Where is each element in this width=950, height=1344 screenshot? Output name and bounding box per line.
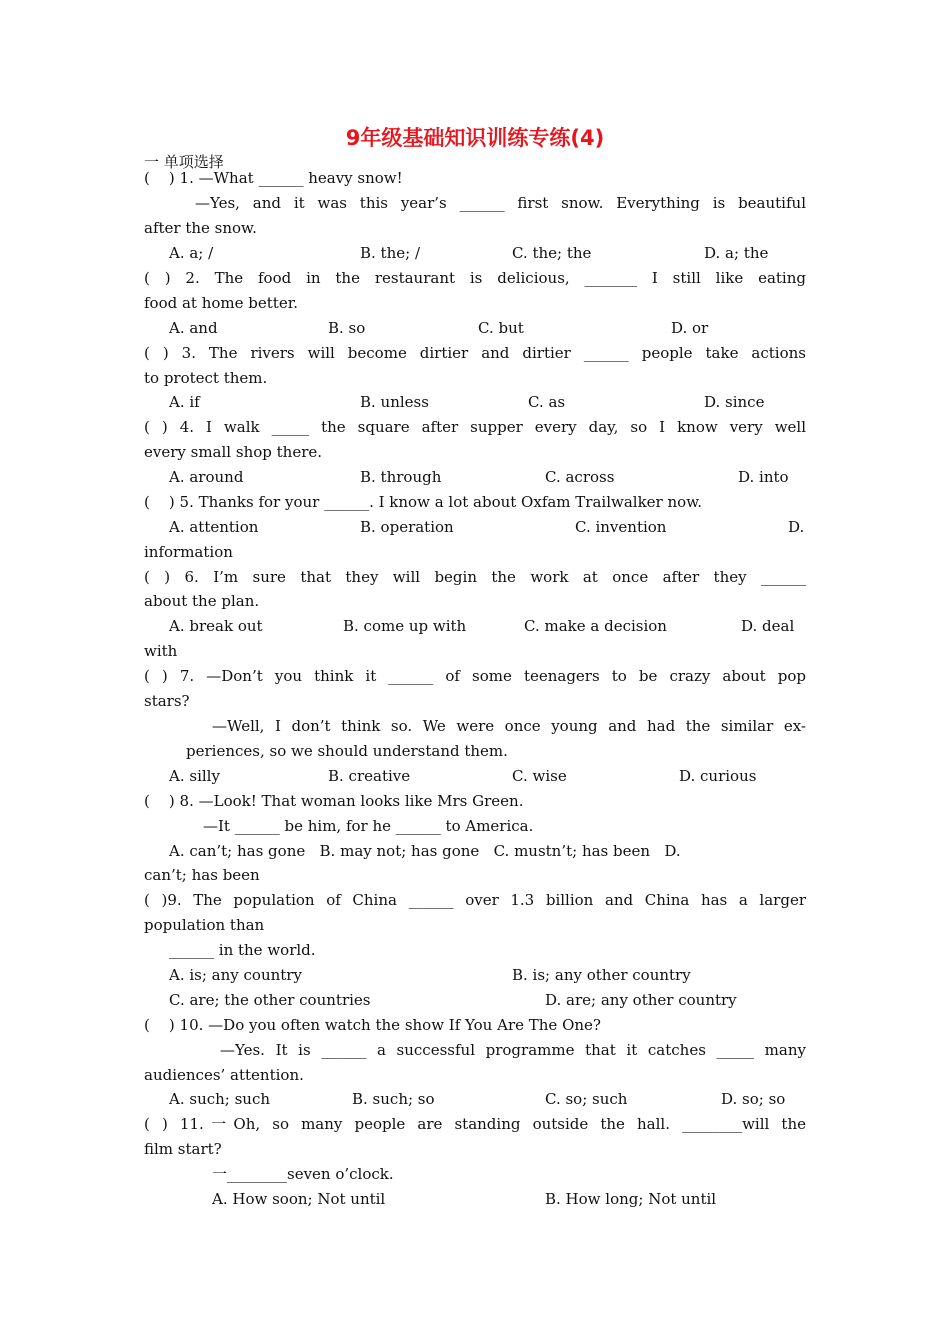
text-line: D. since	[704, 393, 765, 411]
text-line: D. into	[738, 468, 789, 486]
text-line: D. curious	[679, 767, 757, 785]
text-line: after the snow.	[144, 219, 257, 237]
text-line: B. the; /	[360, 244, 420, 262]
text-line: D. deal	[741, 617, 795, 635]
text-line: ( ) 7. —Don’t you think it ______ of some teenagers to be crazy about pop	[144, 667, 806, 685]
text-line: audiences’ attention.	[144, 1066, 304, 1084]
text-line: C. wise	[512, 767, 567, 785]
text-line: C. but	[478, 319, 524, 337]
text-line: A. is; any country	[169, 966, 302, 984]
text-line: B. through	[360, 468, 442, 486]
text-line: C. across	[545, 468, 615, 486]
text-line: every small shop there.	[144, 443, 323, 461]
text-line: B. operation	[360, 518, 454, 536]
text-line: C. so; such	[545, 1090, 628, 1108]
text-line: periences, so we should understand them.	[186, 742, 508, 760]
text-line: C. as	[528, 393, 566, 411]
text-line: D. or	[671, 319, 709, 337]
text-line: A. and	[169, 319, 218, 337]
text-line: ( ) 6. I’m sure that they will begin the work at once after they ______	[144, 568, 806, 586]
text-line: ( ) 5. Thanks for your ______. I know a lot about Oxfam Trailwalker now.	[144, 493, 703, 511]
text-line: ( ) 1. —What ______ heavy snow!	[144, 169, 403, 187]
text-line: information	[144, 543, 233, 561]
text-line: B. so	[328, 319, 366, 337]
text-line: food at home better.	[144, 294, 298, 312]
text-line: ( )9. The population of China ______ over 1.3 billion and China has a larger	[144, 891, 806, 909]
text-line: B. is; any other country	[512, 966, 691, 984]
text-line: stars?	[144, 692, 190, 710]
text-line: —Yes, and it was this year’s ______ first snow. Everything is beautiful	[195, 194, 806, 212]
text-line: B. How long; Not until	[545, 1190, 717, 1208]
text-line: C. are; the other countries	[169, 991, 371, 1009]
text-line: ______ in the world.	[169, 941, 316, 959]
text-line: ( ) 10. —Do you often watch the show If You Are The One?	[144, 1016, 601, 1034]
text-line: can’t; has been	[144, 866, 260, 884]
page-title: 9年级基础知识训练专练(4)	[345, 126, 605, 150]
text-line: —Yes. It is ______ a successful programme that it catches _____ many	[220, 1041, 806, 1059]
text-line: D. a; the	[704, 244, 769, 262]
text-line: A. can’t; has gone B. may not; has gone C. mustn’t; has been D.	[169, 842, 681, 860]
section-heading: 一 单项选择	[144, 153, 224, 171]
text-line: D. so; so	[721, 1090, 786, 1108]
text-line: B. come up with	[343, 617, 467, 635]
text-line: —It ______ be him, for he ______ to America.	[203, 817, 534, 835]
text-line: C. make a decision	[524, 617, 667, 635]
text-line: A. break out	[169, 617, 263, 635]
text-line: about the plan.	[144, 592, 260, 610]
text-line: A. attention	[169, 518, 259, 536]
text-line: with	[144, 642, 178, 660]
text-line: ( ) 8. —Look! That woman looks like Mrs Green.	[144, 792, 524, 810]
text-line: to protect them.	[144, 369, 268, 387]
text-line: film start?	[144, 1140, 222, 1158]
text-line: B. such; so	[352, 1090, 435, 1108]
text-line: —Well, I don’t think so. We were once young and had the similar ex-	[212, 717, 806, 735]
text-line: ( ) 2. The food in the restaurant is delicious, _______ I still like eating	[144, 269, 806, 287]
text-line: A. around	[169, 468, 244, 486]
text-line: A. a; /	[169, 244, 214, 262]
text-line: C. invention	[575, 518, 667, 536]
text-line: B. unless	[360, 393, 429, 411]
text-line: A. How soon; Not until	[212, 1190, 386, 1208]
text-line: A. silly	[169, 767, 220, 785]
text-line: C. the; the	[512, 244, 592, 262]
text-line: D.	[788, 518, 805, 536]
text-line: ( ) 4. I walk _____ the square after supper every day, so I know very well	[144, 418, 806, 436]
text-line: D. are; any other country	[545, 991, 737, 1009]
text-line: A. such; such	[169, 1090, 271, 1108]
text-line: A. if	[169, 393, 200, 411]
text-line: ( ) 3. The rivers will become dirtier and dirtier ______ people take actions	[144, 344, 806, 362]
text-line: population than	[144, 916, 265, 934]
text-line: ( ) 11.一Oh, so many people are standing outside the hall. ________will the	[144, 1115, 806, 1133]
text-line: 一________seven o’clock.	[212, 1165, 394, 1183]
text-line: B. creative	[328, 767, 411, 785]
